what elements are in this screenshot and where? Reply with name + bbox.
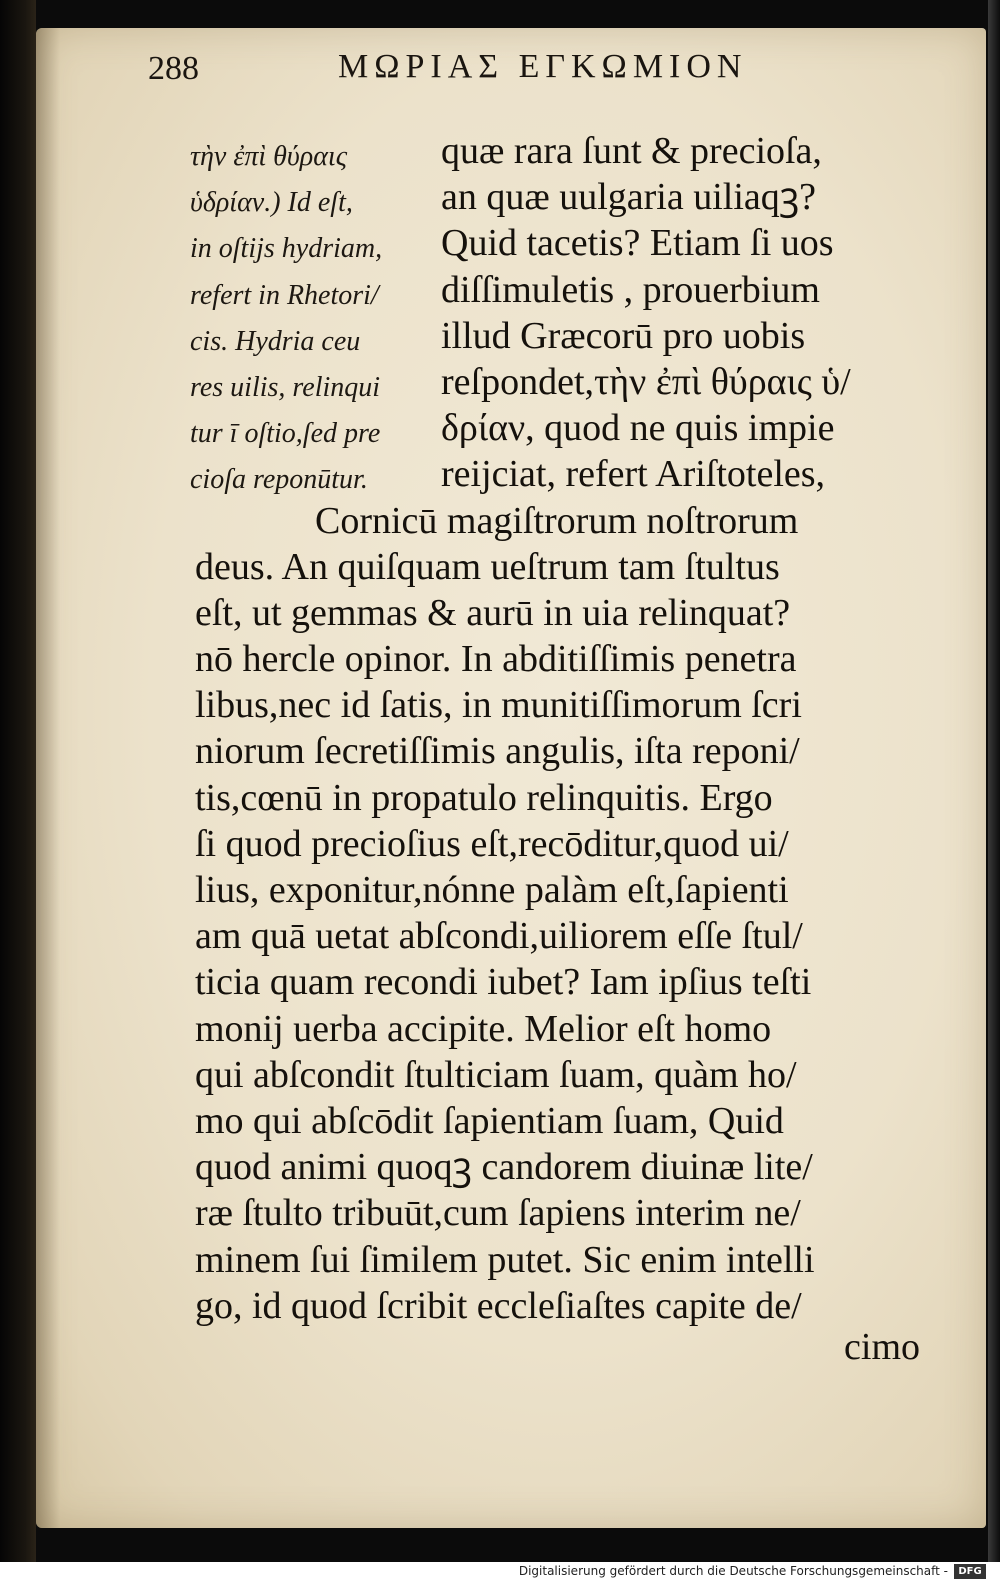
body-text (195, 128, 910, 1329)
page-edge (988, 0, 1000, 1582)
body-line: ræ ſtulto tribuūt,cum ſapiens interim ne/ (195, 1192, 801, 1235)
running-title: ΜΩΡΙΑΣ ΕΓΚΩΜΙΟΝ (338, 48, 748, 85)
body-line: an quæ uulgaria uiliaqꝫ? (441, 176, 817, 219)
body-line: Quid tacetis? Etiam ſi uos (441, 222, 834, 265)
body-line: qui abſcondit ſtulticiam ſuam, quàm ho/ (195, 1053, 797, 1096)
footer-bar (0, 1562, 1000, 1582)
body-line: libus,nec id ſatis, in munitiſſimorum ſcri (195, 684, 802, 727)
body-line: reijciat, refert Ariſtoteles, (441, 453, 826, 496)
body-line: quæ rara ſunt & precioſa, (441, 130, 822, 172)
book-spine (0, 0, 36, 1582)
margin-note-line: τὴν ἐπὶ θύραις (190, 141, 348, 172)
body-line: lius, exponitur,nónne palàm eſt,ſapienti (195, 869, 789, 911)
page-number: 288 (148, 50, 199, 87)
body-line: minem ſui ſimilem putet. Sic enim intelli (195, 1238, 815, 1281)
margin-note-line: cioſa reponūtur. (190, 464, 368, 496)
body-line: go, id quod ſcribit eccleſiaſtes capite de/ (195, 1284, 802, 1327)
margin-note-line: refert in Rhetori/ (190, 279, 379, 311)
body-line: niorum ſecretiſſimis angulis, iſta reponi/ (195, 730, 800, 773)
body-line: ticia quam recondi iubet? Iam ipſius teſti (195, 961, 812, 1004)
body-line: Cornicū magiſtrorum noſtrorum (315, 499, 799, 542)
body-line: illud Græcorū pro uobis (441, 314, 806, 357)
body-line: deus. An quiſquam ueſtrum tam ſtultus (195, 545, 780, 588)
margin-note-line: cis. Hydria ceu (190, 325, 361, 357)
body-line: reſpondet,τὴν ἐπὶ θύραις ὑ/ (441, 360, 851, 403)
body-line: diſſimuletis , prouerbium (441, 268, 820, 311)
margin-note-line: res uilis, relinqui (190, 372, 381, 404)
body-line: δρίαν, quod ne quis impie (441, 407, 835, 450)
body-line: nō hercle opinor. In abditiſſimis penetra (195, 638, 797, 681)
margin-note-line: in oſtijs hydriam, (190, 233, 383, 265)
body-line: am quā uetat abſcondi,uiliorem eſſe ſtul/ (195, 915, 803, 958)
body-line: monij uerba accipite. Melior eſt homo (195, 1007, 772, 1050)
margin-note-line: ὑδρίαν.) Id eſt, (190, 187, 353, 219)
body-line: tis,cœnū in propatulo relinquitis. Ergo (195, 776, 773, 819)
margin-note-line: tur ī oſtio,ſed pre (190, 418, 381, 450)
funding-credit: Digitalisierung gefördert durch die Deutsche Forschungsgemeinschaft - (518, 1564, 948, 1578)
body-line: mo qui abſcōdit ſapientiam ſuam, Quid (195, 1099, 784, 1142)
body-line: ſi quod precioſius eſt,recōditur,quod ui/ (195, 822, 789, 865)
body-line: eſt, ut gemmas & aurū in uia relinquat? (195, 591, 791, 634)
catchword: cimo (844, 1326, 920, 1368)
page-header (148, 48, 910, 100)
body-line: quod animi quoqꝫ candorem diuinæ lite/ (195, 1146, 813, 1189)
dfg-logo-icon: DFG (954, 1564, 986, 1579)
